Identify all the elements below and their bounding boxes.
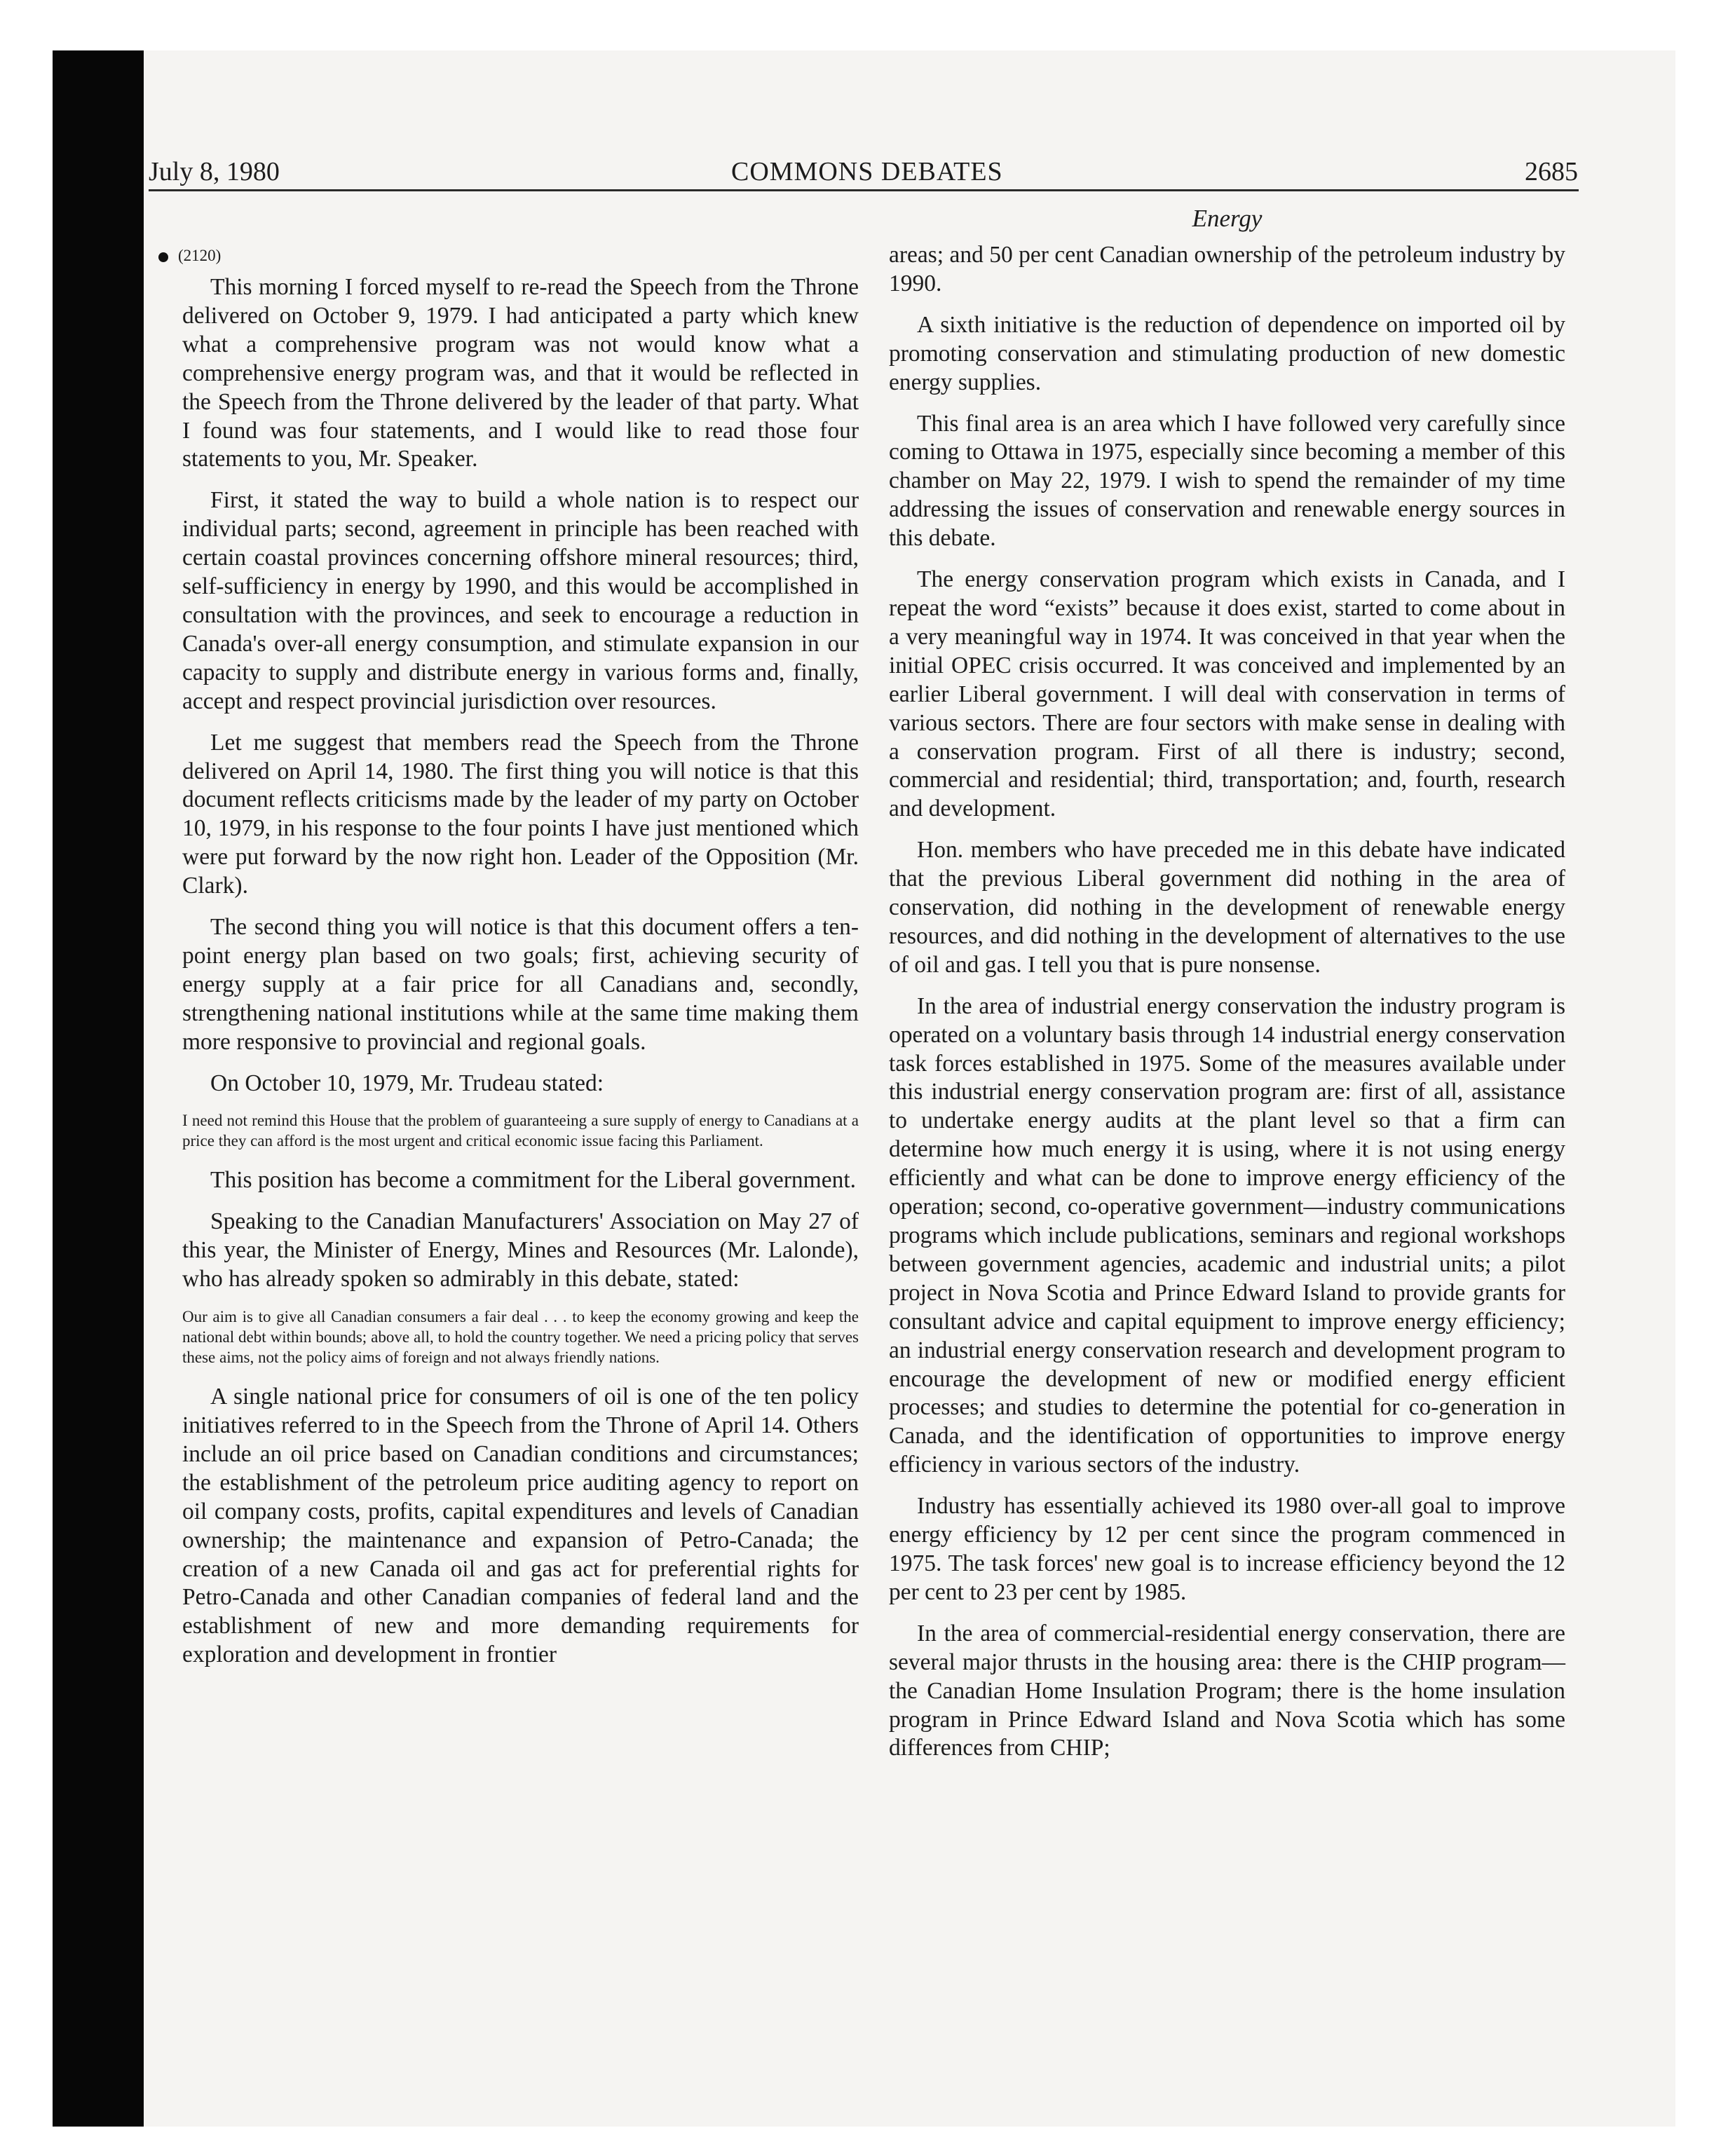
header-rule	[149, 189, 1579, 191]
block-quote: Our aim is to give all Canadian consumers a fair deal . . . to keep the economy growing and keep the national debt within bounds; above all, to hold the country together. We need a pricing policy that serves these aims, not the policy aims of foreign and not always friendly nations.	[182, 1308, 859, 1367]
time-marker	[158, 245, 859, 266]
section-heading: Energy	[1192, 205, 1263, 232]
header-date: July 8, 1980	[149, 157, 280, 186]
block-quote: I need not remind this House that the problem of guaranteeing a sure supply of energy to Canadians at a price they can afford is the most urgent and critical economic issue facing this Parliament.	[182, 1112, 859, 1150]
left-column	[178, 203, 859, 1682]
paragraph: Hon. members who have preceded me in this debate have indicated that the previous Liberal government did nothing in the area of conservation, did nothing in the development of renewable energy resources, and did nothing in the development of alternatives to the use of oil and gas. I tell you that is pure nonsense.	[889, 837, 1565, 978]
bullet-icon	[158, 252, 168, 262]
paragraph: The second thing you will notice is that this document offers a ten-point energy plan based on two goals; first, achieving security of energy supply at a fair price for all Canadians and, secondly, strengthening national institutions while at the same time making them more responsive to provincial and regional goals.	[182, 914, 859, 1055]
paragraph: In the area of industrial energy conservation the industry program is operated on a voluntary basis through 14 industrial energy conservation task forces established in 1975. Some of the measures available under this industrial energy conservation program are: first of all, assistance to undertake energy audits at the plant level so that a firm can determine how much energy it is using, where it is not using energy efficiently and what can be done to improve energy efficiency of the operation; second, co-operative government—industry communications programs which include publications, seminars and regional workshops between government agencies, academic and industrial units; a pilot project in Nova Scotia and Prince Edward Island to provide grants for consultant advice and capital equipment to improve energy efficiency; an industrial energy conservation research and development program to encourage the development of new or modified energy efficient processes; and studies to determine the potential for co-generation in Canada, and the identification of opportunities to improve energy efficiency in various sectors of the industry.	[889, 992, 1565, 1478]
header-page-number: 2685	[1525, 157, 1578, 186]
paragraph: In the area of commercial-residential energy conservation, there are several major thrusts in the housing area: there is the CHIP program—the Canadian Home Insulation Program; there is the home insulation program in Prince Edward Island and Nova Scotia which has some differences from CHIP;	[889, 1620, 1565, 1761]
paragraph: A single national price for consumers of oil is one of the ten policy initiatives referred to in the Speech from the Throne of April 14. Others include an oil price based on Canadian conditions and circumstances; the establishment of the petroleum price auditing agency to report on oil company costs, profits, capital expenditures and levels of Canadian ownership; the maintenance and expansion of Petro-Canada; the creation of a new Canada oil and gas act for preferential rights for Petro-Canada and other Canadian companies of federal land and the establishment of new and more demanding requirements for exploration and development in frontier	[182, 1384, 859, 1668]
header-title: COMMONS DEBATES	[731, 157, 1003, 186]
binding-shadow	[53, 50, 144, 2127]
paragraph: This position has become a commitment for the Liberal government.	[210, 1167, 857, 1194]
paragraph: This final area is an area which I have followed very carefully since coming to Ottawa in 1975, especially since becoming a member of this chamber on May 22, 1979. I wish to spend the remainder of my time addressing the issues of conservation and renewable energy sources in this debate.	[889, 410, 1565, 552]
paragraph: On October 10, 1979, Mr. Trudeau stated:	[210, 1070, 604, 1096]
paragraph: The energy conservation program which exists in Canada, and I repeat the word “exists” because it does exist, started to come about in a very meaningful way in 1974. It was conceived in that year when the initial OPEC crisis occurred. It was conceived and implemented by an earlier Liberal government. I will deal with conservation in terms of various sectors. There are four sectors with make sense in dealing with a conservation program. First of all there is industry; second, commercial and residential; third, transportation; and, fourth, research and development.	[889, 566, 1565, 822]
paragraph: This morning I forced myself to re-read the Speech from the Throne delivered on October 9, 1979. I had anticipated a party which knew what a comprehensive program was not would know what a comprehensive energy program was, and that it would be reflected in the Speech from the Throne delivered by the leader of that party. What I found was four statements, and I would like to read those four statements to you, Mr. Speaker.	[182, 274, 859, 472]
right-column	[889, 203, 1565, 1775]
paragraph: Industry has essentially achieved its 1980 over-all goal to improve energy efficiency by 12 per cent since the program commenced in 1975. The task forces' new goal is to increase efficiency beyond the 12 per cent to 23 per cent by 1985.	[889, 1493, 1565, 1605]
time-marker-label: (2120)	[178, 247, 222, 264]
paragraph: Speaking to the Canadian Manufacturers' Association on May 27 of this year, the Minister of Energy, Mines and Resources (Mr. Lalonde), who has already spoken so admirably in this debate, stated:	[182, 1208, 859, 1292]
paragraph: Let me suggest that members read the Speech from the Throne delivered on April 14, 1980. The first thing you will notice is that this document reflects criticisms made by the leader of my party on October 10, 1979, in his response to the four points I have just mentioned which were put forward by the now right hon. Leader of the Opposition (Mr. Clark).	[182, 729, 859, 899]
paragraph: First, it stated the way to build a whole nation is to respect our individual parts; second, agreement in principle has been reached with certain coastal provinces concerning offshore mineral resources; third, self-sufficiency in energy by 1990, and this would be accomplished in consultation with the provinces, and seek to encourage a reduction in Canada's over-all energy consumption, and stimulate expansion in our capacity to supply and distribute energy in various forms and, finally, accept and respect provincial jurisdiction over resources.	[182, 487, 859, 714]
paragraph: A sixth initiative is the reduction of dependence on imported oil by promoting conservation and stimulating production of new domestic energy supplies.	[889, 311, 1565, 395]
paragraph-continuation: areas; and 50 per cent Canadian ownership of the petroleum industry by 1990.	[889, 242, 1565, 296]
